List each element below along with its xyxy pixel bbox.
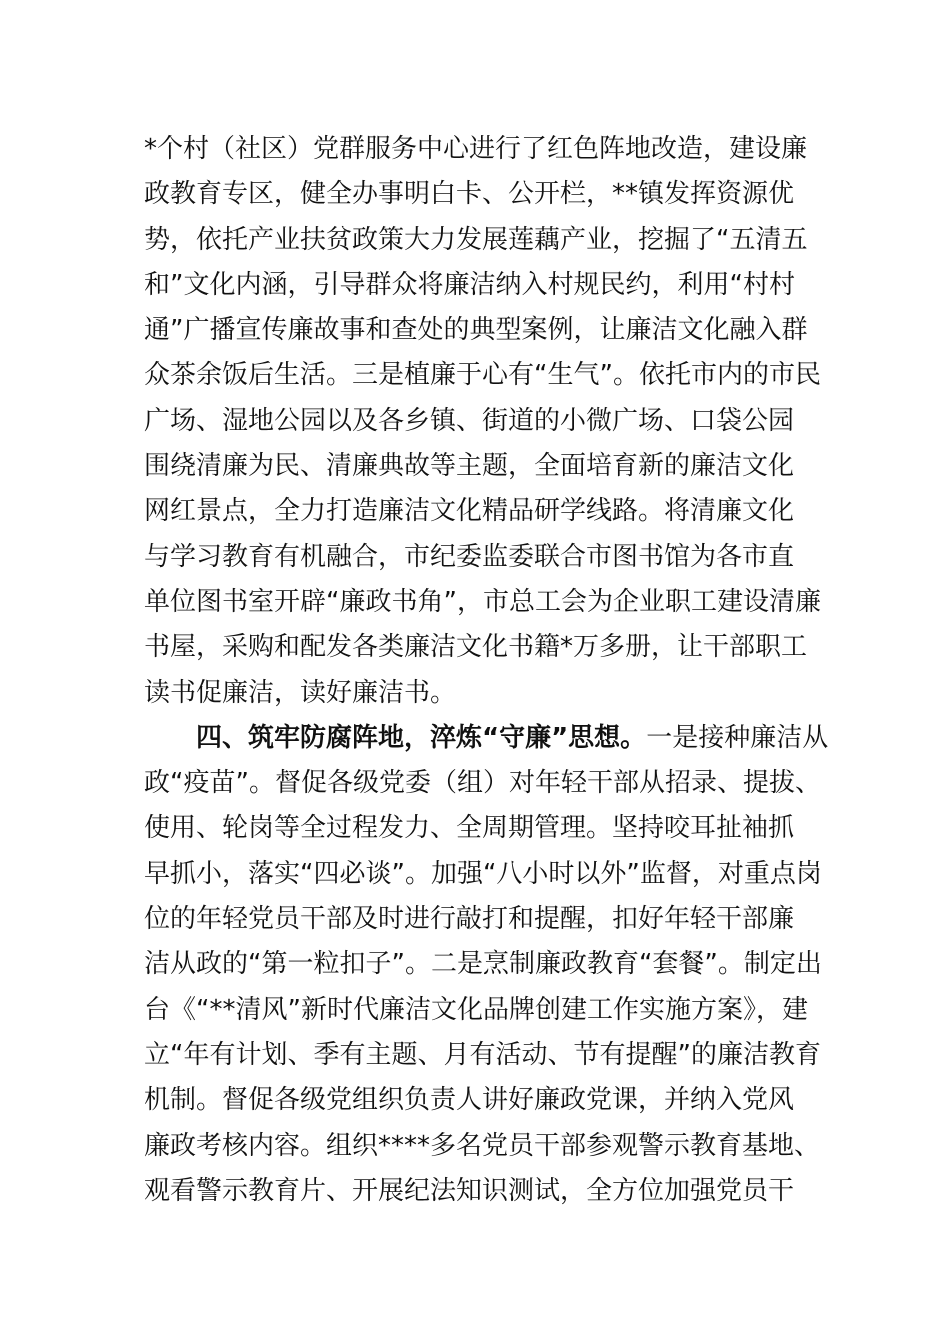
text-line: 势，依托产业扶贫政策大力发展莲藕产业，挖掘了“五清五 [144, 224, 808, 255]
text-line: 廉政考核内容。组织****多名党员干部参观警示教育基地、 [144, 1130, 821, 1161]
text-line: 网红景点，全力打造廉洁文化精品研学线路。将清廉文化 [144, 496, 795, 527]
section-4-first-line-rest: 一是接种廉洁从 [646, 722, 829, 753]
text-line: 立“年有计划、季有主题、月有活动、节有提醒”的廉洁教育 [144, 1039, 821, 1070]
text-line: 位的年轻党员干部及时进行敲打和提醒，扣好年轻干部廉 [144, 904, 795, 935]
text-line: 政“疫苗”。督促各级党委（组）对年轻干部从招录、提拔、 [144, 768, 821, 799]
text-line: 广场、湿地公园以及各乡镇、街道的小微广场、口袋公园 [144, 405, 795, 436]
text-line: 早抓小，落实“四必谈”。加强“八小时以外”监督，对重点岗 [144, 858, 822, 889]
text-line: 众茶余饭后生活。三是植廉于心有“生气”。依托市内的市民 [144, 360, 821, 391]
body-text [144, 127, 829, 1214]
text-line: 单位图书室开辟“廉政书角”，市总工会为企业职工建设清廉 [144, 586, 821, 617]
text-line: *个村（社区）党群服务中心进行了红色阵地改造，建设廉 [144, 134, 808, 164]
text-line: 和”文化内涵，引导群众将廉洁纳入村规民约，利用“村村 [144, 269, 795, 300]
text-line: 机制。督促各级党组织负责人讲好廉政党课，并纳入党风 [144, 1085, 795, 1116]
section-4-first-line [144, 716, 829, 761]
text-line: 观看警示教育片、开展纪法知识测试，全方位加强党员干 [144, 1175, 795, 1206]
text-line: 政教育专区，健全办事明白卡、公开栏，**镇发挥资源优 [144, 179, 795, 210]
text-line: 书屋，采购和配发各类廉洁文化书籍*万多册，让干部职工 [144, 632, 808, 663]
text-line: 洁从政的“第一粒扣子”。二是烹制廉政教育“套餐”。制定出 [144, 949, 822, 980]
text-line: 与学习教育有机融合，市纪委监委联合市图书馆为各市直 [144, 541, 795, 572]
text-line: 使用、轮岗等全过程发力、全周期管理。坚持咬耳扯袖抓 [144, 813, 795, 844]
text-line: 围绕清廉为民、清廉典故等主题，全面培育新的廉洁文化 [144, 451, 795, 482]
text-line: 通”广播宣传廉故事和查处的典型案例，让廉洁文化融入群 [144, 315, 808, 346]
text-line: 读书促廉洁，读好廉洁书。 [144, 677, 457, 708]
text-line: 台《“**清风”新时代廉洁文化品牌创建工作实施方案》，建 [144, 994, 808, 1025]
section-4-heading: 四、筑牢防腐阵地，淬炼“守廉”思想。 [196, 722, 647, 753]
